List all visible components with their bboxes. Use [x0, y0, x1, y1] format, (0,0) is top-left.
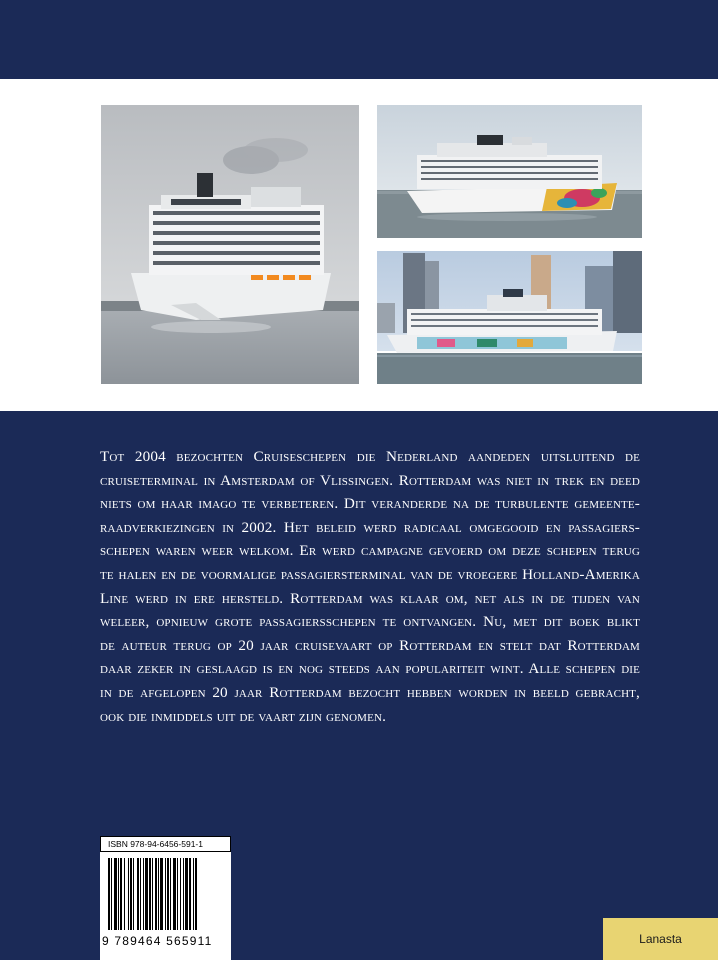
description-line: in de afgelopen 20 jaar Rotterdam bezocht hebben worden in beeld gebracht,	[100, 683, 640, 701]
description-line: weleer, opnieuw grote passagiersschepen te ontvangen. Nu, met dit boek blikt	[100, 613, 640, 631]
description-line: daar zeker in geslaagd is en nog steeds aan populariteit wint. Alle schepen die	[100, 660, 640, 678]
isbn-label: ISBN 978-94-6456-591-1	[100, 836, 231, 852]
description-line: te halen en de voormalige passagiersterminal van de vroegere Holland-Amerika	[100, 565, 640, 583]
publisher-name: Lanasta	[639, 932, 682, 946]
cruise-ship-colorful-hull-photo	[377, 105, 642, 238]
back-cover-description	[100, 445, 640, 728]
publisher-badge	[603, 918, 718, 960]
barcode-number: 9 789464 565911	[102, 934, 213, 948]
description-line: Tot 2004 bezochten Cruiseschepen die Nederland aandeden uitsluitend de	[100, 448, 640, 465]
cruise-ship-front-view-photo	[101, 105, 359, 384]
barcode	[100, 852, 231, 960]
top-navy-band	[0, 0, 718, 79]
description-line: niets om haar imago te verbeteren. Dit veranderde na de turbulente gemeente-	[100, 495, 640, 513]
description-line: schepen waren weer welkom. Er werd campagne gevoerd om deze schepen terug	[100, 542, 640, 560]
description-line: raadverkiezingen in 2002. Het beleid werd radicaal omgegooid en passagiers-	[100, 518, 640, 536]
barcode-bars	[106, 858, 225, 934]
cruise-ship-rotterdam-skyline-photo	[377, 251, 642, 384]
description-line: Line werd in ere hersteld. Rotterdam was klaar om, net als in de tijden van	[100, 589, 640, 607]
description-line: de auteur terug op 20 jaar cruisevaart op Rotterdam en stelt dat Rotterdam	[100, 636, 640, 654]
description-line: ook die inmiddels uit de vaart zijn genomen.	[100, 707, 387, 725]
description-line: cruiseterminal in Amsterdam of Vlissingen. Rotterdam was niet in trek en deed	[100, 471, 640, 489]
